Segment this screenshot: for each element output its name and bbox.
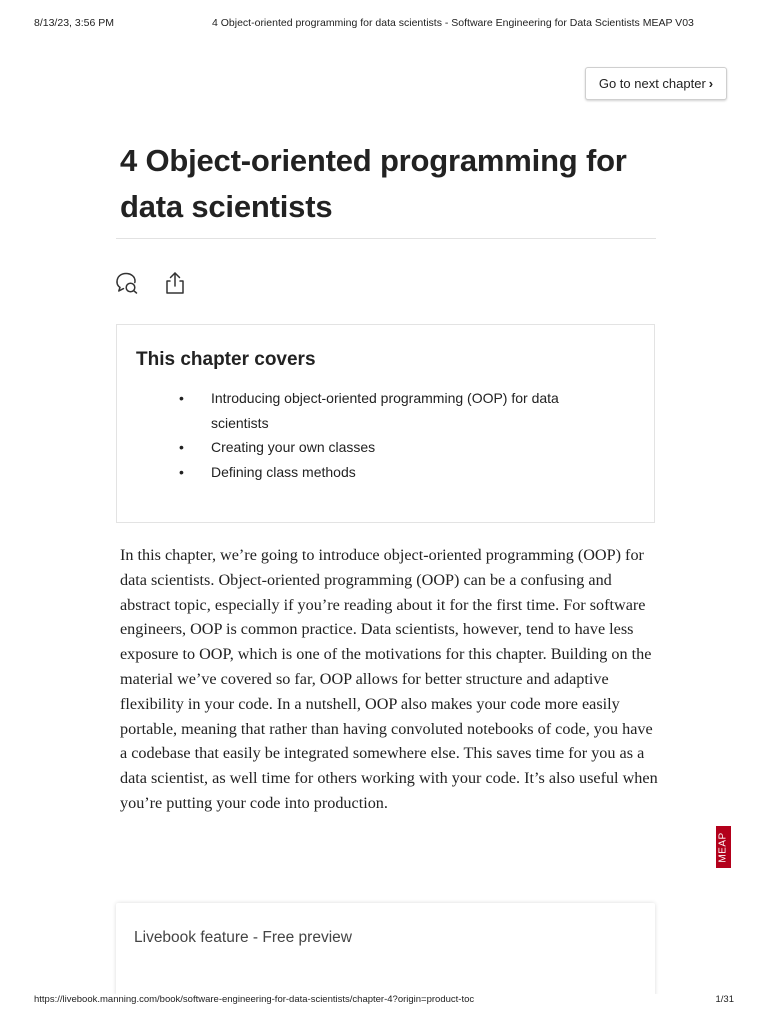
print-date: 8/13/23, 3:56 PM — [34, 17, 114, 29]
intro-paragraph: In this chapter, we’re going to introduce object-oriented programming (OOP) for data scientists. Object-oriented programming (OOP) can be a confusing and abstract topic, especially if you’re reading about it for the first time. For software engineers, OOP is common practice. Data scientists, however, tend to have less exposure to OOP, which is one of the motivations for this chapter. Building on the material we’ve covered so far, OOP allows for better structure and adaptive flexibility in your code. In a nutshell, OOP also makes your code more easily portable, meaning that rather than having convoluted notebooks of code, you have a codebase that easily be integrated somewhere else. This saves time for you as a data scientist, as well time for others working with your code. It’s also useful when you’re putting your code into production. — [120, 546, 658, 812]
print-page-number: 1/31 — [715, 994, 734, 1005]
chapter-covers-box — [116, 324, 655, 523]
meap-badge[interactable] — [716, 826, 731, 868]
print-header — [34, 17, 734, 31]
discussion-icon[interactable] — [114, 270, 140, 296]
meap-badge-label: MEAP — [718, 831, 729, 863]
livebook-feature-card — [116, 903, 655, 998]
print-url: https://livebook.manning.com/book/software-engineering-for-data-scientists/chapter-4?origin=product-toc — [34, 994, 475, 1005]
print-footer — [34, 994, 734, 1008]
next-chapter-button[interactable] — [585, 67, 727, 100]
action-icons — [114, 270, 188, 296]
covers-list — [179, 386, 559, 484]
chevron-right-icon: › — [708, 76, 714, 91]
covers-heading: This chapter covers — [136, 349, 316, 370]
title-divider — [116, 238, 656, 239]
livebook-feature-label: Livebook feature - Free preview — [134, 929, 352, 946]
chapter-title: 4 Object-oriented programming for data scientists — [120, 143, 627, 224]
covers-list-item: • Introducing object-oriented programming (OOP) for data scientists — [179, 386, 559, 435]
print-document-title: 4 Object-oriented programming for data scientists - Software Engineering for Data Scientists MEAP V03 — [212, 17, 694, 29]
next-chapter-label: Go to next chapter — [598, 76, 706, 91]
covers-list-item: • Creating your own classes — [179, 435, 559, 460]
covers-list-item: • Defining class methods — [179, 460, 559, 485]
share-icon[interactable] — [162, 270, 188, 296]
